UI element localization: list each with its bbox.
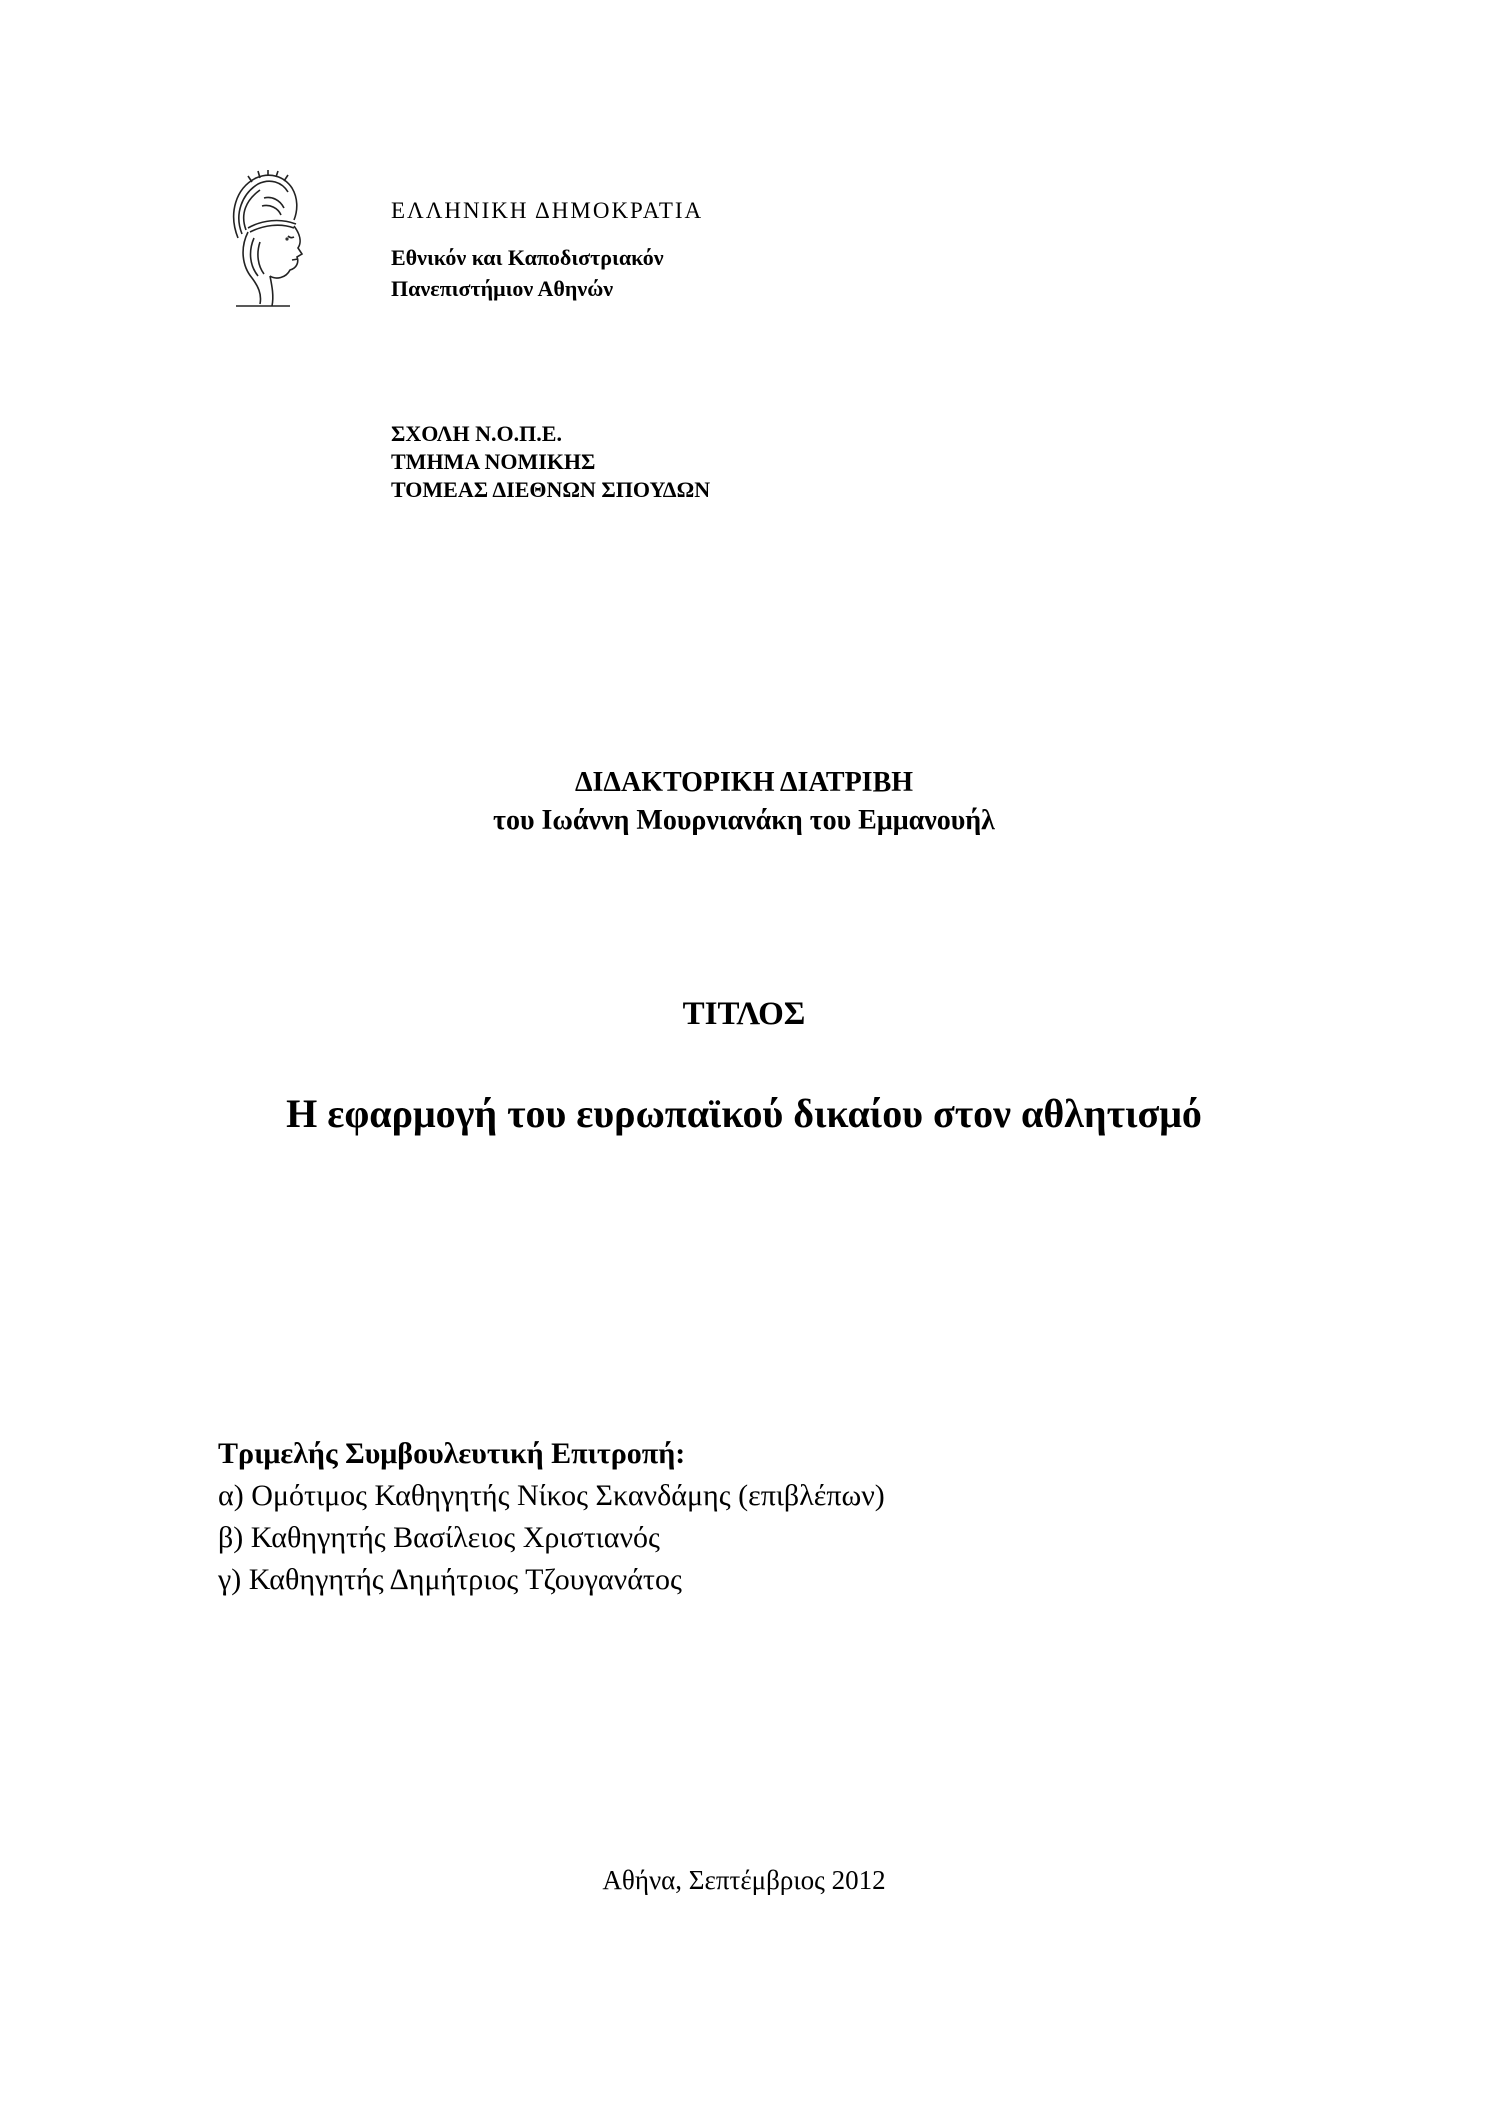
- title-label: ΤΙΤΛΟΣ: [682, 996, 806, 1032]
- republic-heading: ΕΛΛΗΝΙΚΗ ΔΗΜΟΚΡΑΤΙΑ: [391, 198, 704, 223]
- university-line-1: Εθνικόν και Καποδιστριακόν: [391, 245, 664, 270]
- place-date: Αθήνα, Σεπτέμβριος 2012: [602, 1865, 886, 1895]
- committee-member: β) Καθηγητής Βασίλειος Χριστιανός: [218, 1521, 660, 1554]
- university-name: [391, 242, 664, 304]
- university-line-2: Πανεπιστήμιον Αθηνών: [391, 276, 614, 301]
- department-line: ΤΜΗΜΑ ΝΟΜΙΚΗΣ: [391, 449, 596, 474]
- committee-block: [218, 1433, 885, 1601]
- thesis-author: του Ιωάννη Μουρνιανάκη του Εμμανουήλ: [493, 805, 995, 836]
- school-department-block: [391, 420, 710, 504]
- sector-line: ΤΟΜΕΑΣ ΔΙΕΘΝΩΝ ΣΠΟΥΔΩΝ: [391, 477, 711, 502]
- committee-member: γ) Καθηγητής Δημήτριος Τζουγανάτος: [218, 1563, 682, 1596]
- school-line: ΣΧΟΛΗ Ν.Ο.Π.Ε.: [391, 421, 562, 446]
- athena-emblem-icon: [218, 168, 310, 310]
- committee-member: α) Ομότιμος Καθηγητής Νίκος Σκανδάμης (επιβλέπων): [218, 1479, 885, 1512]
- thesis-type: ΔΙΔΑΚΤΟΡΙΚΗ ΔΙΑΤΡΙΒΗ: [574, 767, 914, 798]
- thesis-block: [0, 764, 1488, 840]
- committee-heading: Τριμελής Συμβουλευτική Επιτροπή:: [218, 1437, 686, 1470]
- thesis-title: Η εφαρμογή του ευρωπαϊκού δικαίου στον αθλητισμό: [286, 1091, 1202, 1136]
